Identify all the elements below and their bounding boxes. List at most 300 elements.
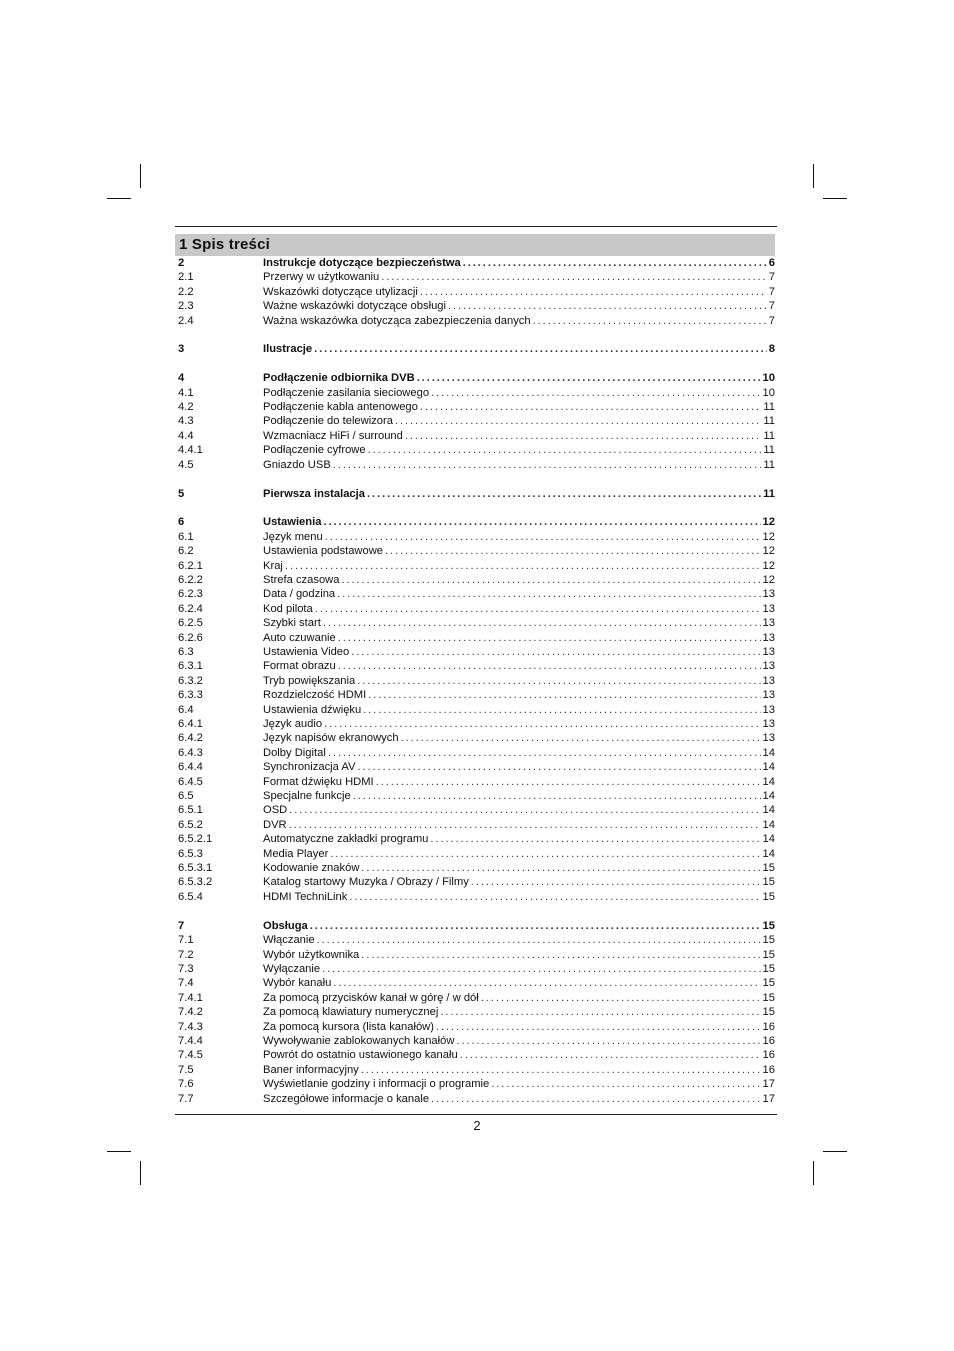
toc-entry[interactable] [178,659,775,673]
toc-page-number: 17 [762,1078,775,1091]
toc-entry-title: Podłączenie do telewizora [263,415,393,428]
toc-entry[interactable] [178,458,775,472]
toc-leader-dots [323,515,760,529]
toc-section-number: 7.4.2 [178,1006,203,1019]
toc-leader-dots [440,1005,760,1019]
toc-entry-line [263,299,775,313]
toc-entry-line [263,400,775,414]
toc-page-number: 7 [768,314,775,327]
toc-page-number: 15 [762,934,775,947]
toc-page-number: 14 [762,746,775,759]
crop-mark [823,1151,847,1152]
toc-entry-line [263,602,775,616]
toc-page-number: 13 [762,645,775,658]
toc-page-number: 16 [762,1063,775,1076]
crop-mark [140,164,141,188]
toc-entry[interactable] [178,1048,775,1062]
toc-leader-dots [317,933,761,947]
toc-entry-title: Podłączenie zasilania sieciowego [263,386,430,399]
toc-entry-title: Ważne wskazówki dotyczące obsługi [263,300,447,313]
toc-entry[interactable] [178,515,775,529]
toc-entry-title: Tryb powiększania [263,674,356,687]
toc-section-number: 6.5.3 [178,847,203,860]
toc-entry-title: Ważna wskazówka dotycząca zabezpieczenia danych [263,314,531,327]
toc-entry-title: Dolby Digital [263,746,326,759]
toc-entry-title: Strefa czasowa [263,573,340,586]
page-title: 1 Spis treści [179,236,270,253]
crop-mark [107,1151,131,1152]
toc-section-number: 6.2 [178,545,194,558]
toc-entry[interactable] [178,746,775,760]
toc-page-number: 16 [762,1034,775,1047]
toc-entry-title: Wybór użytkownika [263,948,360,961]
toc-entry[interactable] [178,703,775,717]
toc-entry-line [263,832,775,846]
toc-entry-line [263,270,775,284]
toc-leader-dots [367,487,761,501]
toc-page-number: 14 [762,818,775,831]
toc-section-number: 2.4 [178,314,194,327]
toc-entry-line [263,1063,775,1077]
toc-entry-line [263,342,775,356]
toc-entry[interactable] [178,414,775,428]
toc-entry[interactable] [178,559,775,573]
toc-section-number: 2.2 [178,285,194,298]
toc-leader-dots [351,645,760,659]
toc-page-number: 13 [762,602,775,615]
crop-mark [107,198,131,199]
toc-entry-title: Ustawienia [263,516,322,529]
toc-entry-line [263,818,775,832]
toc-entry[interactable] [178,688,775,702]
toc-spacer [178,501,775,515]
toc-leader-dots [420,285,767,299]
toc-entry-title: Gniazdo USB [263,458,331,471]
toc-section-number: 6.4.1 [178,718,203,730]
toc-entry[interactable] [178,256,775,270]
toc-spacer [178,357,775,371]
toc-entry-line [263,976,775,990]
toc-entry-line [263,429,775,443]
toc-section-number: 7.5 [178,1063,194,1076]
toc-page-number: 15 [762,890,775,903]
toc-entry[interactable] [178,443,775,457]
toc-entry[interactable] [178,270,775,284]
toc-entry-title: Katalog startowy Muzyka / Obrazy / Filmy [263,876,469,889]
toc-page-number: 13 [762,631,775,644]
toc-entry-title: DVR [263,818,287,831]
toc-entry-title: Obsługa [263,919,308,932]
toc-entry[interactable] [178,602,775,616]
toc-entry-line [263,458,775,472]
toc-page-number: 14 [762,790,775,803]
toc-entry[interactable] [178,314,775,328]
toc-leader-dots [314,342,767,356]
toc-section-number: 7.4.5 [178,1049,203,1062]
toc-entry[interactable] [178,587,775,601]
toc-section-number: 6.2.5 [178,617,203,630]
toc-section-number: 6.3 [178,645,194,658]
toc-entry[interactable] [178,285,775,299]
toc-section-number: 4.4 [178,429,194,442]
toc-section-number: 6.2.2 [178,573,203,586]
toc-entry-title: Podłączenie cyfrowe [263,444,366,457]
toc-leader-dots [430,832,760,846]
toc-entry-title: Szczegółowe informacje o kanale [263,1092,430,1105]
toc-entry-line [263,746,775,760]
toc-entry[interactable] [178,299,775,313]
toc-leader-dots [357,760,760,774]
toc-section-number: 7.3 [178,962,194,975]
toc-page-number: 11 [763,401,775,414]
toc-entry[interactable] [178,487,775,501]
toc-spacer [178,472,775,486]
toc-section-number: 7.2 [178,948,194,961]
toc-entry-title: Wskazówki dotyczące utylizacji [263,285,418,298]
toc-section-number: 6.4.3 [178,746,203,759]
toc-page-number: 13 [762,689,775,702]
toc-entry-title: Rozdzielczość HDMI [263,689,367,702]
toc-page-number: 14 [762,847,775,860]
toc-section-number: 7.6 [178,1078,194,1091]
toc-entry-title: Wzmacniacz HiFi / surround [263,429,403,442]
toc-entry[interactable] [178,760,775,774]
toc-entry-line [263,314,775,328]
toc-entry-title: Podłączenie kabla antenowego [263,401,418,414]
toc-leader-dots [289,818,761,832]
toc-entry-title: Za pomocą klawiatury numerycznej [263,1006,439,1019]
toc-entry[interactable] [178,775,775,789]
toc-page-number: 15 [762,862,775,875]
crop-mark [140,1161,141,1185]
toc-page-number: 14 [762,775,775,788]
toc-entry-line [263,775,775,789]
toc-page-number: 13 [762,588,775,601]
toc-leader-dots [322,962,760,976]
toc-leader-dots [338,631,761,645]
toc-spacer [178,328,775,342]
toc-leader-dots [363,703,760,717]
toc-entry[interactable] [178,890,775,904]
toc-page-number: 7 [768,271,775,284]
crop-mark [823,198,847,199]
toc-entry-line [263,515,775,529]
toc-leader-dots [349,890,760,904]
toc-page-number: 13 [762,718,775,730]
toc-section-number: 6.5 [178,790,194,803]
toc-leader-dots [361,948,760,962]
toc-entry[interactable] [178,429,775,443]
toc-leader-dots [417,371,761,385]
toc-entry-line [263,530,775,544]
toc-entry[interactable] [178,976,775,990]
toc-entry-line [263,890,775,904]
toc-page-number: 16 [762,1049,775,1062]
toc-entry[interactable] [178,631,775,645]
toc-entry-title: Ilustracje [263,343,313,356]
toc-entry-line [263,631,775,645]
toc-spacer [178,904,775,918]
toc-entry[interactable] [178,832,775,846]
toc-entry-line [263,875,775,889]
toc-section-number: 5 [178,487,185,500]
toc-page-number: 15 [762,876,775,889]
toc-entry-line [263,559,775,573]
toc-entry-line [263,386,775,400]
toc-entry-title: Data / godzina [263,588,336,601]
toc-leader-dots [431,386,760,400]
toc-section-number: 4.4.1 [178,444,203,457]
toc-entry[interactable] [178,674,775,688]
toc-leader-dots [368,688,760,702]
section-heading-bar [175,234,775,256]
toc-entry[interactable] [178,948,775,962]
toc-leader-dots [333,976,760,990]
toc-entry-line [263,1077,775,1091]
toc-page-number: 13 [762,617,775,630]
toc-leader-dots [289,803,760,817]
toc-leader-dots [385,544,761,558]
toc-entry-line [263,717,775,731]
toc-entry[interactable] [178,645,775,659]
toc-entry[interactable] [178,1092,775,1106]
toc-leader-dots [330,847,760,861]
toc-entry-line [263,919,775,933]
toc-section-number: 7.4.1 [178,991,203,1004]
table-of-contents [178,256,775,1106]
toc-page-number: 11 [763,444,775,457]
toc-section-number: 2 [178,257,185,269]
toc-entry-line [263,1048,775,1062]
toc-entry-title: Kodowanie znaków [263,862,360,875]
toc-section-number: 6.2.3 [178,588,203,601]
toc-entry[interactable] [178,731,775,745]
toc-page-number: 11 [763,458,775,471]
toc-entry-title: Wyświetlanie godziny i informacji o programie [263,1078,490,1091]
toc-section-number: 6.4 [178,703,194,716]
toc-entry[interactable] [178,400,775,414]
toc-leader-dots [361,1063,761,1077]
toc-entry-line [263,616,775,630]
toc-page-number: 7 [768,300,775,313]
toc-leader-dots [381,270,767,284]
toc-section-number: 2.1 [178,271,194,284]
toc-entry[interactable] [178,573,775,587]
toc-leader-dots [368,443,762,457]
toc-entry-line [263,861,775,875]
toc-entry[interactable] [178,803,775,817]
toc-section-number: 4.3 [178,415,194,428]
toc-leader-dots [357,674,760,688]
toc-page-number: 15 [762,919,775,932]
toc-section-number: 7.7 [178,1092,194,1105]
toc-section-number: 3 [178,343,185,356]
crop-mark [813,1161,814,1185]
toc-section-number: 7.1 [178,934,194,947]
toc-entry[interactable] [178,789,775,803]
toc-page-number: 10 [762,372,775,385]
toc-section-number: 6 [178,516,185,529]
toc-entry-line [263,443,775,457]
toc-leader-dots [376,775,761,789]
toc-leader-dots [533,314,767,328]
toc-page-number: 13 [762,703,775,716]
toc-entry[interactable] [178,371,775,385]
toc-section-number: 6.5.2 [178,818,203,831]
toc-entry-line [263,789,775,803]
toc-section-number: 2.3 [178,300,194,313]
toc-section-number: 6.5.4 [178,890,203,903]
toc-entry[interactable] [178,847,775,861]
toc-entry-title: Baner informacyjny [263,1063,359,1076]
toc-entry[interactable] [178,933,775,947]
toc-entry-title: Za pomocą kursora (lista kanałów) [263,1020,434,1033]
toc-entry-title: Kod pilota [263,602,313,615]
toc-entry-title: Pierwsza instalacja [263,487,365,500]
toc-entry-line [263,371,775,385]
toc-entry[interactable] [178,962,775,976]
toc-page-number: 16 [762,1020,775,1033]
toc-entry-title: Wybór kanału [263,977,332,990]
toc-leader-dots [285,559,761,573]
toc-entry[interactable] [178,875,775,889]
toc-entry-title: Ustawienia podstawowe [263,545,384,558]
toc-entry-line [263,703,775,717]
toc-entry-line [263,803,775,817]
toc-entry[interactable] [178,616,775,630]
toc-entry-title: Powrót do ostatnio ustawionego kanału [263,1049,458,1062]
toc-section-number: 6.4.5 [178,775,203,788]
toc-page-number: 11 [763,415,775,428]
toc-entry[interactable] [178,544,775,558]
toc-entry[interactable] [178,991,775,1005]
toc-page-number: 15 [762,1006,775,1019]
toc-page-number: 10 [762,386,775,399]
toc-entry-line [263,847,775,861]
toc-leader-dots [323,616,761,630]
toc-page-number: 13 [762,660,775,673]
toc-entry-title: Format dźwięku HDMI [263,775,374,788]
toc-page-number: 14 [762,761,775,774]
toc-entry-title: Synchronizacja AV [263,761,356,774]
toc-leader-dots [341,573,760,587]
toc-page-number: 7 [768,285,775,298]
toc-leader-dots [436,1020,761,1034]
toc-section-number: 6.5.3.2 [178,876,213,889]
toc-leader-dots [328,746,761,760]
toc-entry-line [263,256,775,270]
toc-leader-dots [448,299,767,313]
toc-entry[interactable] [178,342,775,356]
toc-page-number: 6 [768,257,775,269]
toc-entry-line [263,760,775,774]
toc-entry[interactable] [178,818,775,832]
toc-leader-dots [325,530,761,544]
toc-page-number: 12 [762,530,775,543]
toc-entry-title: Media Player [263,847,329,860]
toc-section-number: 6.1 [178,530,194,543]
toc-entry-title: Auto czuwanie [263,631,336,644]
toc-section-number: 6.3.2 [178,674,203,687]
toc-section-number: 4 [178,372,185,385]
toc-entry-line [263,991,775,1005]
toc-section-number: 6.5.1 [178,804,203,817]
toc-entry-title: Specjalne funkcje [263,790,351,803]
toc-entry[interactable] [178,919,775,933]
toc-page-number: 12 [762,573,775,586]
toc-leader-dots [353,789,761,803]
toc-entry-line [263,645,775,659]
toc-page-number: 13 [762,732,775,745]
toc-page-number: 8 [768,343,775,356]
toc-page-number: 12 [762,516,775,529]
toc-entry-line [263,544,775,558]
toc-section-number: 6.2.4 [178,602,203,615]
toc-entry[interactable] [178,1063,775,1077]
toc-page-number: 14 [762,804,775,817]
toc-entry[interactable] [178,530,775,544]
toc-section-number: 6.3.1 [178,660,203,673]
top-rule [175,226,777,227]
toc-entry-line [263,1020,775,1034]
toc-entry-title: Ustawienia Video [263,645,350,658]
toc-entry-title: Ustawienia dźwięku [263,703,362,716]
toc-page-number: 14 [762,833,775,846]
toc-entry-title: Szybki start [263,617,321,630]
toc-entry-line [263,1092,775,1106]
toc-leader-dots [491,1077,760,1091]
toc-entry-title: Język audio [263,718,323,730]
toc-entry-line [263,1005,775,1019]
toc-section-number: 7.4.4 [178,1034,203,1047]
toc-entry-title: Instrukcje dotyczące bezpieczeństwa [263,257,461,269]
toc-section-number: 6.5.2.1 [178,833,213,846]
page-number: 2 [473,1118,481,1133]
toc-entry-line [263,688,775,702]
toc-leader-dots [310,919,761,933]
toc-leader-dots [395,414,761,428]
toc-entry-title: Podłączenie odbiornika DVB [263,372,415,385]
toc-entry[interactable] [178,861,775,875]
toc-section-number: 4.5 [178,458,194,471]
toc-entry-line [263,962,775,976]
toc-leader-dots [431,1092,761,1106]
toc-leader-dots [333,458,762,472]
toc-entry-line [263,948,775,962]
toc-page-number: 11 [763,487,775,500]
toc-entry[interactable] [178,386,775,400]
toc-entry[interactable] [178,1077,775,1091]
toc-page-number: 13 [762,674,775,687]
toc-entry-title: Za pomocą przycisków kanał w górę / w dół [263,991,479,1004]
toc-leader-dots [471,875,761,889]
toc-section-number: 6.4.4 [178,761,203,774]
toc-entry[interactable] [178,1034,775,1048]
toc-section-number: 4.2 [178,401,194,414]
toc-entry-line [263,285,775,299]
toc-page-number: 15 [762,991,775,1004]
toc-section-number: 7.4.3 [178,1020,203,1033]
toc-entry-line [263,674,775,688]
toc-leader-dots [338,659,761,673]
toc-leader-dots [361,861,760,875]
toc-entry[interactable] [178,717,775,731]
toc-entry[interactable] [178,1020,775,1034]
toc-entry-title: Włączanie [263,934,315,947]
toc-entry[interactable] [178,1005,775,1019]
toc-leader-dots [463,256,767,270]
toc-entry-line [263,487,775,501]
